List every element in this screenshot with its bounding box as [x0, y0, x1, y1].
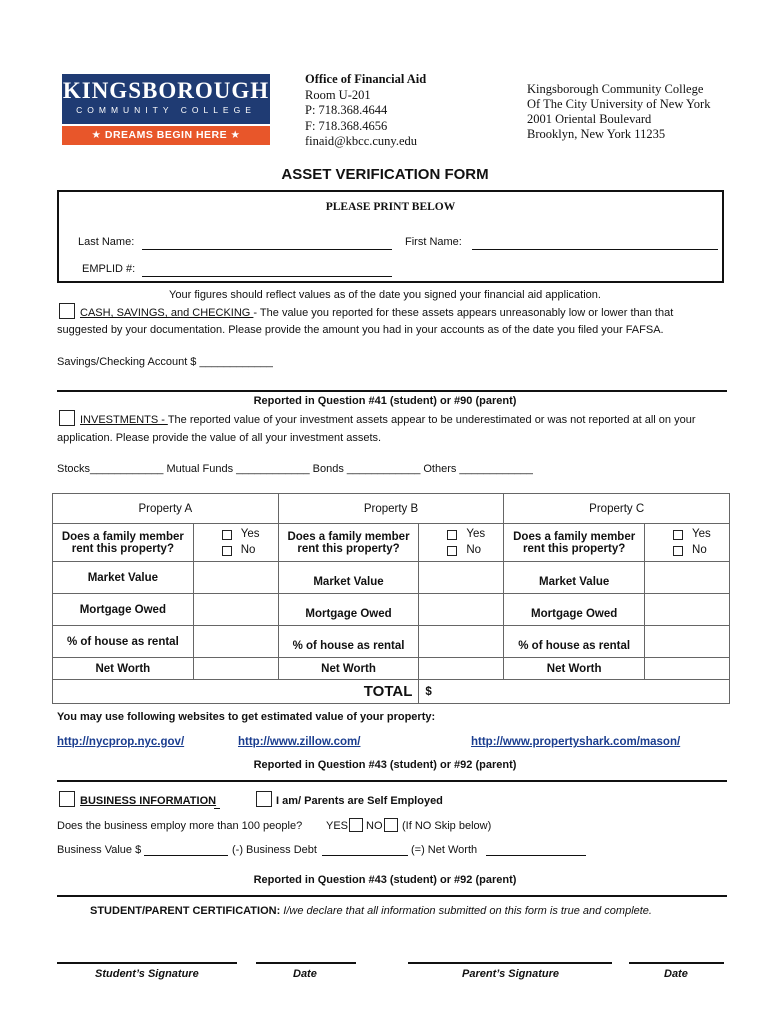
value-cell[interactable]	[193, 562, 278, 594]
property-table	[52, 493, 730, 704]
no-label: No	[240, 544, 256, 556]
mortgage-row	[53, 594, 730, 626]
college-address	[527, 82, 710, 142]
office-phone: P: 718.368.4644	[305, 103, 388, 117]
yes-label: Yes	[692, 528, 711, 540]
cash-text2: suggested by your documentation. Please provide the amount you had in your accounts as of the date you filed your FAFSA.	[57, 324, 664, 336]
nycprop-link[interactable]: http://nycprop.nyc.gov/	[57, 736, 185, 748]
college-line1: Kingsborough Community College	[527, 82, 704, 96]
date-label-2: Date	[664, 968, 688, 980]
emplid-field[interactable]	[142, 259, 392, 277]
parent-signature-label: Parent’s Signature	[462, 968, 559, 980]
value-cell[interactable]	[193, 594, 278, 626]
logo-name: KINGSBOROUGH	[62, 78, 270, 103]
student-signature-label: Student’s Signature	[95, 968, 199, 980]
college-line2: Of The City University of New York	[527, 97, 711, 111]
first-name-label: First Name:	[405, 236, 462, 248]
college-line3: 2001 Oriental Boulevard	[527, 112, 652, 126]
header-property-c: Property C	[504, 494, 730, 524]
row-label: Market Value	[504, 562, 645, 594]
no-checkbox-a[interactable]	[222, 546, 232, 556]
business-heading-underline	[214, 795, 220, 809]
no-checkbox-b[interactable]	[447, 546, 457, 556]
no-label: No	[692, 544, 707, 556]
row-label: Market Value	[53, 562, 194, 594]
net-worth-row	[53, 658, 730, 680]
business-heading: BUSINESS INFORMATION	[80, 795, 217, 807]
divider-3	[57, 895, 727, 897]
rent-options-c	[645, 524, 730, 562]
yes-checkbox-a[interactable]	[222, 530, 232, 540]
office-room: Room U-201	[305, 87, 371, 102]
emplid-label: EMPLID #:	[82, 263, 136, 275]
office-fax: F: 718.368.4656	[305, 118, 388, 133]
date-line-2[interactable]	[629, 962, 724, 964]
total-dollar: $	[425, 685, 432, 698]
employ-yes-checkbox[interactable]	[349, 818, 363, 832]
business-net-field[interactable]	[486, 842, 586, 856]
investments-checkbox[interactable]	[59, 410, 75, 426]
total-row	[53, 680, 730, 704]
logo-subtitle: COMMUNITY COLLEGE	[76, 105, 256, 115]
yes-checkbox-c[interactable]	[673, 530, 683, 540]
total-label: TOTAL	[363, 683, 413, 700]
value-cell[interactable]	[419, 626, 504, 658]
value-cell[interactable]	[645, 626, 730, 658]
total-label-cell	[53, 680, 419, 704]
row-label: Net Worth	[504, 658, 645, 680]
value-cell[interactable]	[645, 562, 730, 594]
row-label: Net Worth	[278, 658, 419, 680]
employ-question: Does the business employ more than 100 people?	[57, 820, 303, 832]
table-header-row	[53, 494, 730, 524]
reported-q43-a: Reported in Question #43 (student) or #92 (parent)	[253, 759, 517, 771]
no-label: No	[466, 544, 482, 556]
last-name-label: Last Name:	[78, 236, 135, 248]
cash-text1: - The value you reported for these assets appears unreasonably low or lower than that	[253, 307, 674, 319]
value-cell[interactable]	[419, 658, 504, 680]
rent-question-c: Does a family member rent this property?	[504, 524, 645, 562]
date-line-1[interactable]	[256, 962, 356, 964]
row-label: Mortgage Owed	[278, 594, 419, 626]
value-cell[interactable]	[419, 562, 504, 594]
zillow-link[interactable]: http://www.zillow.com/	[238, 736, 361, 748]
certification-label: STUDENT/PARENT CERTIFICATION:	[90, 905, 281, 917]
row-label: Mortgage Owed	[504, 594, 645, 626]
college-logo	[62, 74, 270, 146]
row-label: % of house as rental	[53, 626, 194, 658]
rent-question-a: Does a family member rent this property?	[53, 524, 194, 562]
self-employed-label: I am/ Parents are Self Employed	[276, 795, 443, 807]
logo-top	[62, 74, 270, 124]
office-info	[305, 72, 426, 150]
yes-label: Yes	[240, 528, 260, 540]
name-box	[57, 190, 724, 283]
reported-q43-b: Reported in Question #43 (student) or #92 (parent)	[253, 874, 517, 886]
student-signature-line[interactable]	[57, 962, 237, 964]
propertyshark-link[interactable]: http://www.propertyshark.com/mason/	[471, 736, 681, 748]
form-title: ASSET VERIFICATION FORM	[281, 166, 489, 183]
business-debt-label: (-) Business Debt	[232, 844, 317, 856]
print-below-label: PLEASE PRINT BELOW	[325, 201, 456, 213]
yes-label: Yes	[466, 528, 486, 540]
logo-tagline: ★ DREAMS BEGIN HERE ★	[62, 126, 270, 145]
office-email: finaid@kbcc.cuny.edu	[305, 134, 418, 148]
rent-options-b	[419, 524, 504, 562]
row-label: % of house as rental	[504, 626, 645, 658]
first-name-field[interactable]	[472, 232, 718, 250]
cash-heading: CASH, SAVINGS, and CHECKING	[80, 307, 254, 319]
rent-question-b: Does a family member rent this property?	[278, 524, 419, 562]
row-label: Market Value	[278, 562, 419, 594]
savings-account-field[interactable]: Savings/Checking Account $ ____________	[57, 356, 273, 368]
last-name-field[interactable]	[142, 232, 392, 250]
row-label: % of house as rental	[278, 626, 419, 658]
value-cell[interactable]	[419, 594, 504, 626]
intro-text: Your figures should reflect values as of the date you signed your financial aid application.	[169, 289, 601, 301]
rental-percent-row	[53, 626, 730, 658]
value-cell[interactable]	[193, 658, 278, 680]
employ-no-checkbox[interactable]	[384, 818, 398, 832]
divider-2	[57, 780, 727, 782]
row-label: Net Worth	[53, 658, 194, 680]
value-cell[interactable]	[645, 594, 730, 626]
employ-no-label: NO	[366, 820, 383, 832]
employ-yes-label: YES	[326, 820, 349, 832]
investments-heading: INVESTMENTS -	[80, 414, 168, 426]
certification-text: I/we declare that all information submitted on this form is true and complete.	[280, 905, 652, 917]
investments-text1: The reported value of your investment assets appear to be underestimated or was not reported at all on your	[167, 414, 696, 426]
investments-text2: application. Please provide the value of all your investment assets.	[57, 432, 382, 444]
no-checkbox-c[interactable]	[673, 546, 683, 556]
business-debt-field[interactable]	[322, 842, 408, 856]
value-cell[interactable]	[193, 626, 278, 658]
parent-signature-line[interactable]	[408, 962, 612, 964]
investment-fields[interactable]: Stocks____________ Mutual Funds ____________ Bonds ____________ Others ____________	[57, 463, 533, 475]
date-label-1: Date	[293, 968, 317, 980]
rent-options-a	[193, 524, 278, 562]
header-property-b: Property B	[278, 494, 504, 524]
cash-line1	[80, 307, 673, 319]
market-value-row	[53, 562, 730, 594]
skip-note: (If NO Skip below)	[402, 820, 492, 832]
rent-row	[53, 524, 730, 562]
self-employed-checkbox[interactable]	[256, 791, 272, 807]
yes-checkbox-b[interactable]	[447, 530, 457, 540]
college-line4: Brooklyn, New York 11235	[527, 127, 666, 141]
divider-1	[57, 390, 727, 392]
business-checkbox[interactable]	[59, 791, 75, 807]
office-title: Office of Financial Aid	[305, 72, 427, 86]
cash-checkbox[interactable]	[59, 303, 75, 319]
value-cell[interactable]	[645, 658, 730, 680]
websites-intro: You may use following websites to get estimated value of your property:	[57, 711, 436, 723]
business-value-field[interactable]	[144, 842, 228, 856]
reported-q41: Reported in Question #41 (student) or #90 (parent)	[253, 395, 517, 407]
investments-line1	[80, 414, 696, 426]
business-value-label: Business Value $	[57, 844, 142, 856]
header-property-a: Property A	[53, 494, 279, 524]
total-value-cell[interactable]	[419, 680, 730, 704]
business-net-label: (=) Net Worth	[411, 844, 478, 856]
row-label: Mortgage Owed	[53, 594, 194, 626]
certification	[90, 905, 652, 917]
